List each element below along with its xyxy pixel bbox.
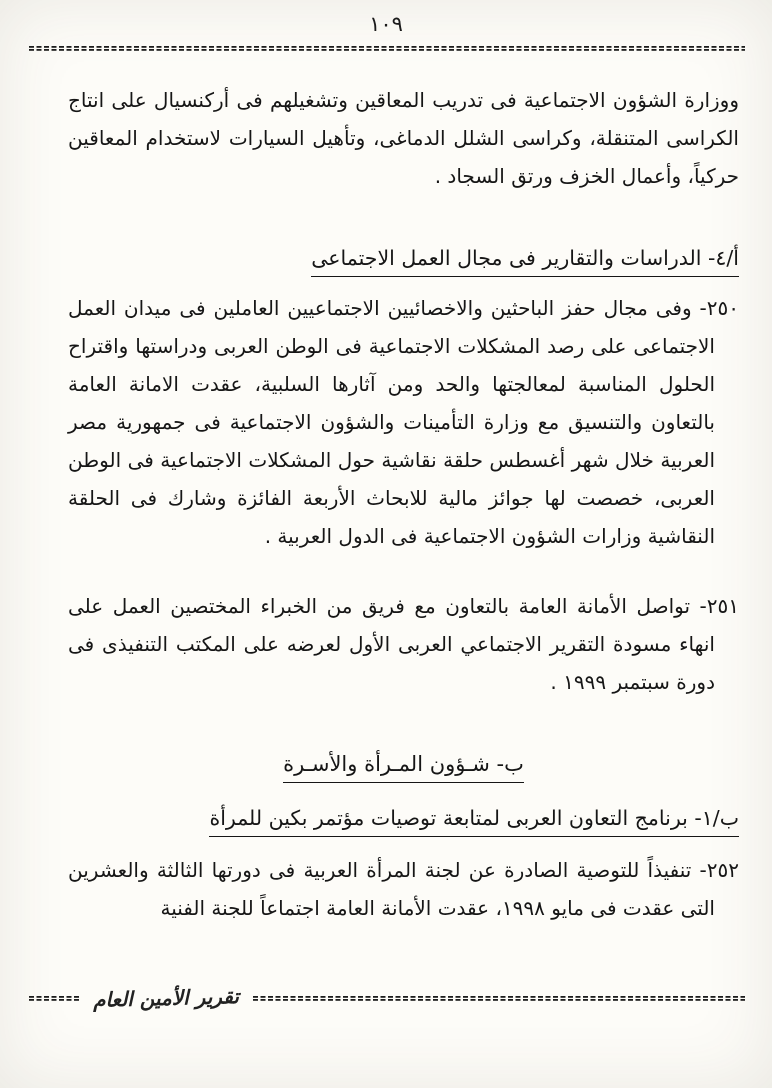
section-heading-a4-text: أ/٤- الدراسات والتقارير فى مجال العمل الاجتماعى xyxy=(311,246,739,277)
paragraph-252: ٢٥٢- تنفيذاً للتوصية الصادرة عن لجنة المرأة العربية فى دورتها الثالثة والعشرين التى عقدت فى مايو ١٩٩٨، عقدت الأمانة العامة اجتماعاً للجنة الفنية xyxy=(68,858,739,920)
section-heading-b-text: ب- شـؤون المـرأة والأسـرة xyxy=(283,752,524,783)
footer-signature: تقرير الأمين العام xyxy=(92,984,240,1012)
section-heading-b1 xyxy=(68,799,739,837)
section-heading-a4 xyxy=(68,239,739,277)
section-heading-b1-text: ب/١- برنامج التعاون العربى لمتابعة توصيات مؤتمر بكين للمرأة xyxy=(209,806,739,837)
page-content xyxy=(0,51,772,927)
page-footer xyxy=(29,986,745,1010)
section-heading-b xyxy=(68,745,739,783)
footer-rule-left xyxy=(29,996,79,1001)
footer-rule-right xyxy=(253,996,745,1001)
paragraph-251: ٢٥١- تواصل الأمانة العامة بالتعاون مع فريق من الخبراء المختصين العمل على انهاء مسودة التقرير الاجتماعي العربى الأول لعرضه على المكتب التنفيذى فى دورة سبتمبر ١٩٩٩ . xyxy=(68,594,739,694)
paragraph-250: ٢٥٠- وفى مجال حفز الباحثين والاخصائيين الاجتماعيين العاملين فى ميدان العمل الاجتماعى على رصد المشكلات الاجتماعية فى الوطن العربى ودراستها واقتراح الحلول المناسبة لمعالجتها والحد ومن آثارها السلبية، عقدت الامانة العامة بالتعاون والتنسيق مع وزارة التأمينات والشؤون الاجتماعية فى جمهورية مصر العربية خلال شهر أغسطس حلقة نقاشية حول المشكلات الاجتماعية فى الوطن العربى، خصصت لها جوائز مالية للابحاث الأربعة الفائزة وشارك فى الحلقة النقاشية وزارات الشؤون الاجتماعية فى الدول العربية . xyxy=(68,296,739,548)
intro-paragraph: ووزارة الشؤون الاجتماعية فى تدريب المعاقين وتشغيلهم فى أركنسيال على انتاج الكراسى المتنقلة، وكراسى الشلل الدماغى، وتأهيل السيارات لاستخدام المعاقين حركياً، وأعمال الخزف ورتق السجاد . xyxy=(68,88,739,188)
page-number: ١٠٩ xyxy=(369,12,403,36)
